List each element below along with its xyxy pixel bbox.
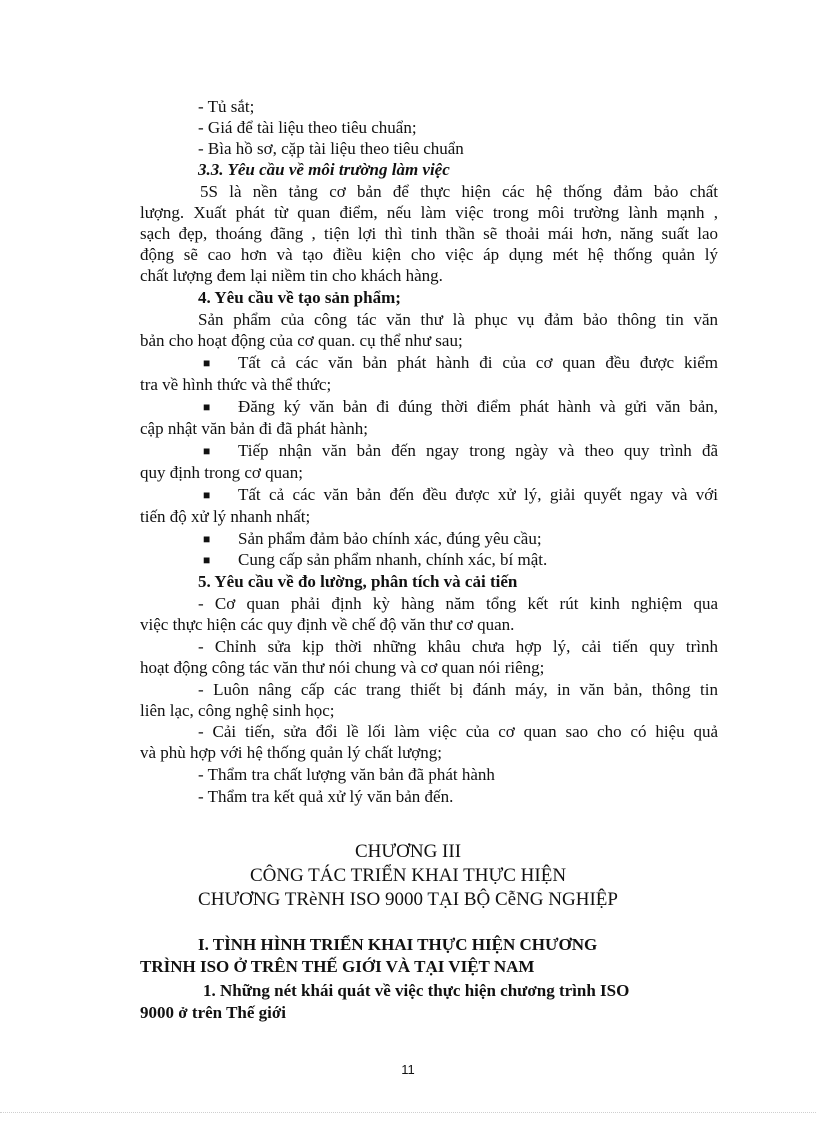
item-d3-line-2: liên lạc, công nghệ sinh học; [140, 701, 335, 720]
chapter-label: CHƯƠNG III [354, 841, 462, 862]
item-d4-line-2: và phù hợp với hệ thống quản lý chất lượng; [140, 743, 442, 762]
page-bottom-divider [0, 1112, 816, 1113]
page-number: 11 [401, 1062, 415, 1077]
bullet-icon: ■ [203, 532, 211, 546]
item-d2-line-2: hoạt động công tác văn thư nói chung và cơ quan nói riêng; [140, 658, 545, 677]
chapter-title-line-2: CHƯƠNG TRèNH ISO 9000 TẠI BỘ CễNG NGHIỆP [198, 889, 618, 910]
bullet-icon: ■ [203, 488, 211, 502]
item-d3-line-1: - Luôn nâng cấp các trang thiết bị đánh máy, in văn bản, thông tin [198, 680, 718, 699]
bullet-item-4-line-2: tiến độ xử lý nhanh nhất; [140, 507, 311, 526]
item-d1-line-1: - Cơ quan phải định kỳ hàng năm tổng kết rút kinh nghiệm qua [198, 594, 718, 613]
item-d6: - Thẩm tra kết quả xử lý văn bản đến. [198, 787, 454, 806]
item-d2-line-1: - Chỉnh sửa kịp thời những khâu chưa hợp lý, cải tiến quy trình [198, 637, 718, 656]
paragraph-5s-line-4: động sẽ cao hơn và tạo điều kiện cho việc áp dụng mét hệ thống quản lý [140, 245, 718, 264]
bullet-item-6: Cung cấp sản phẩm nhanh, chính xác, bí mật. [238, 550, 548, 569]
bullet-item-2-line-2: cập nhật văn bản đi đã phát hành; [140, 419, 369, 438]
bullet-item-1-line-1: Tất cả các văn bản phát hành đi của cơ quan đều được kiểm [238, 353, 718, 372]
bullet-icon: ■ [203, 553, 211, 567]
bullet-item-1-line-2: tra về hình thức và thể thức; [140, 375, 332, 394]
bullet-icon: ■ [203, 444, 211, 458]
item-d4-line-1: - Cải tiến, sửa đổi lề lối làm việc của cơ quan sao cho có hiệu quả [198, 722, 718, 741]
paragraph-san-pham-line-2: bản cho hoạt động của cơ quan. cụ thể như sau; [140, 331, 463, 350]
section-1-heading-line-1: I. TÌNH HÌNH TRIỂN KHAI THỰC HIỆN CHƯƠNG [198, 935, 598, 954]
bullet-item-4-line-1: Tất cả các văn bản đến đều được xử lý, giải quyết ngay và với [238, 485, 718, 504]
paragraph-san-pham-line-1: Sản phẩm của công tác văn thư là phục vụ đảm bảo thông tin văn [198, 310, 718, 329]
bullet-icon: ■ [203, 356, 211, 370]
paragraph-5s-line-5: chất lượng đem lại niềm tin cho khách hàng. [140, 266, 443, 285]
list-item-tu-sat: - Tủ sắt; [198, 97, 255, 116]
item-d1-line-2: việc thực hiện các quy định về chế độ văn thư cơ quan. [140, 615, 515, 634]
list-item-bia-ho-so: - Bìa hồ sơ, cặp tài liệu theo tiêu chuẩn [198, 139, 464, 158]
paragraph-5s-line-2: lượng. Xuất phát từ quan điểm, nếu làm việc trong môi trường lành mạnh , [140, 203, 718, 222]
heading-4: 4. Yêu cầu về tạo sản phẩm; [198, 288, 401, 307]
bullet-icon: ■ [203, 400, 211, 414]
chapter-title-line-1: CÔNG TÁC TRIỂN KHAI THỰC HIỆN [249, 865, 567, 886]
paragraph-5s-line-3: sạch đẹp, thoáng đãng , tiện lợi thì tinh thần sẽ thoải mái hơn, năng suất lao [140, 224, 718, 243]
bullet-item-3-line-1: Tiếp nhận văn bản đến ngay trong ngày và theo quy trình đã [238, 441, 718, 460]
item-d5: - Thẩm tra chất lượng văn bản đã phát hành [198, 765, 495, 784]
subsection-1-heading-line-1: 1. Những nét khái quát về việc thực hiện chương trình ISO [203, 981, 630, 1000]
paragraph-5s-line-1: 5S là nền tảng cơ bản để thực hiện các hệ thống đảm bảo chất [200, 182, 718, 201]
list-item-gia-de-tai-lieu: - Giá để tài liệu theo tiêu chuẩn; [198, 118, 417, 137]
heading-3-3: 3.3. Yêu cầu về môi trường làm việc [198, 160, 450, 179]
bullet-item-2-line-1: Đăng ký văn bản đi đúng thời điểm phát hành và gửi văn bản, [238, 397, 718, 416]
bullet-item-5: Sản phẩm đảm bảo chính xác, đúng yêu cầu; [238, 529, 542, 548]
section-1-heading-line-2: TRÌNH ISO Ở TRÊN THẾ GIỚI VÀ TẠI VIỆT NAM [140, 957, 535, 976]
bullet-item-3-line-2: quy định trong cơ quan; [140, 463, 303, 482]
subsection-1-heading-line-2: 9000 ở trên Thế giới [140, 1003, 287, 1022]
heading-5: 5. Yêu cầu về đo lường, phân tích và cải tiến [198, 572, 518, 591]
